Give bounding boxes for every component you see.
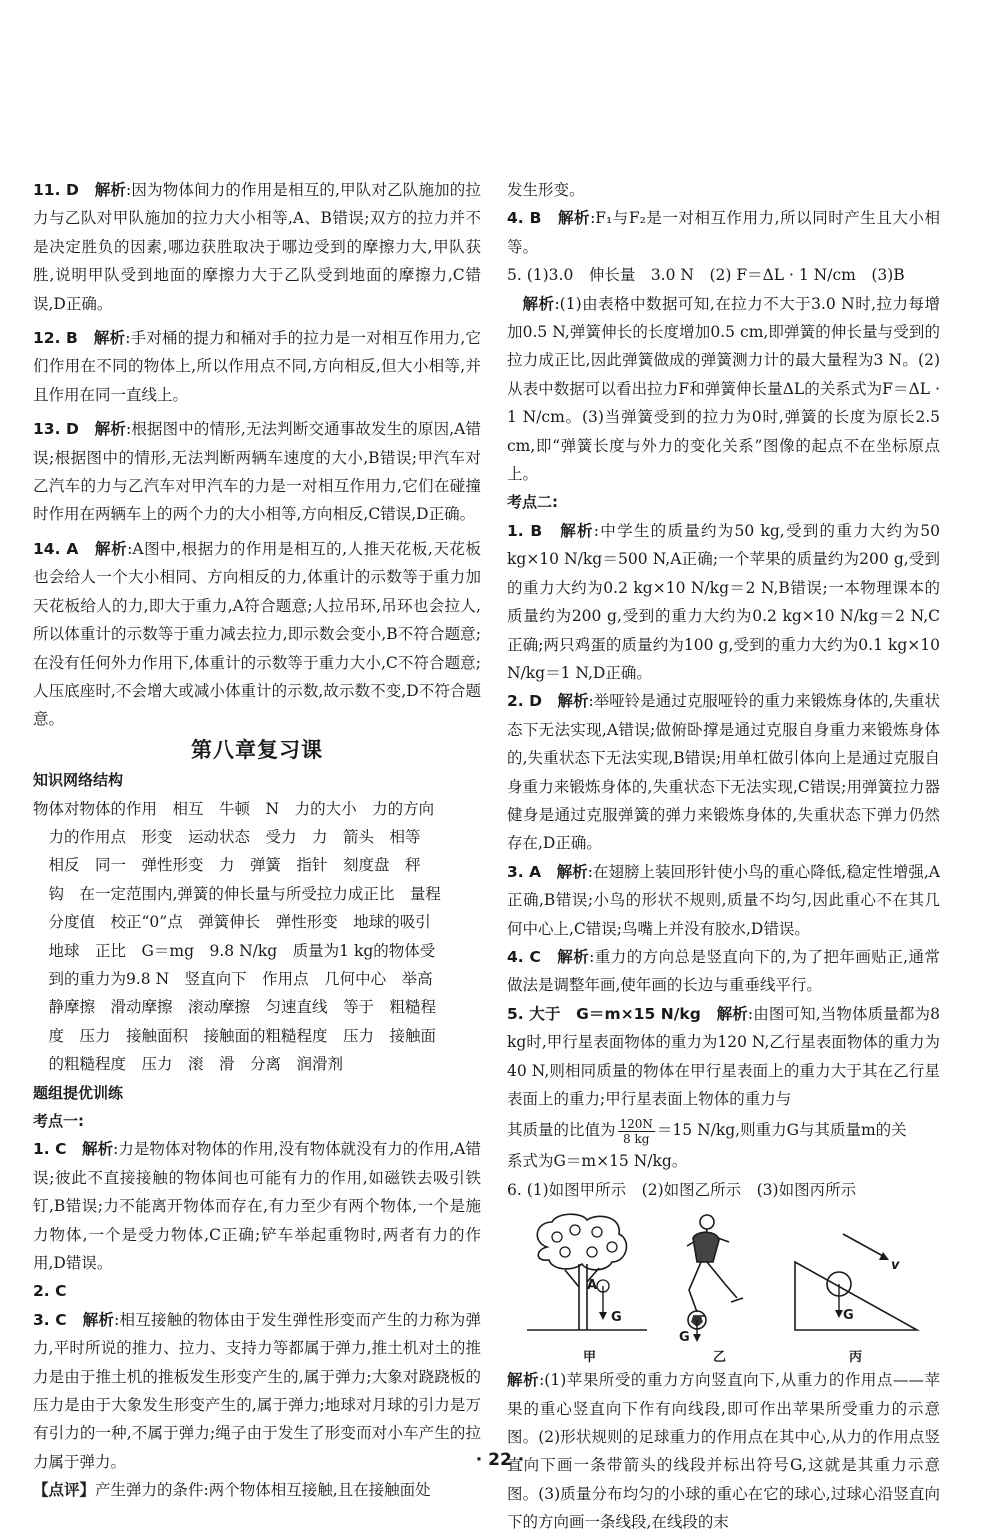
ball-incline-drawing [787, 1212, 927, 1342]
question-5-explanation: 解析:(1)由表格中数据可知,在拉力不大于3.0 N时,拉力每增加0.5 N,弹簧伸长的长度增加0.5 cm,即弹簧的伸长量与受到的拉力成正比,因此弹簧做成的弹簧测力计的最大量程为3 N。(2)从表中数据可以看出拉力F和弹簧伸长量ΔL的关系式为F＝ΔL · 1 N/cm。(3)当弹簧受到的拉力为0时,弹簧的长度为原长2.5 cm,即“弹簧长度与外力的变化关系”图像的起点不在坐标原点上。 [507, 294, 940, 484]
label-gravity: G [679, 1330, 690, 1346]
keyword-list [33, 795, 481, 1079]
kd2-question-1: 1. B 解析:中学生的质量约为50 kg,受到的重力大约为50 kg×10 N/kg＝500 N,A正确;一个苹果的质量约为200 g,受到的重力大约为0.2 kg×10 N/kg＝2 N,B错误;一本物理课本的质量约为200 g,受到的重力大约为0.2 kg×10 N/kg＝2 N,C正确;两只鸡蛋的质量约为100 g,受到的重力大约为0.1 kg×10 N/kg＝1 N,D正确。 [507, 521, 940, 682]
question-5-answer: 5. (1)3.0 伸长量 3.0 N (2) F＝ΔL · 1 N/cm (3)B [507, 266, 905, 285]
keyword-line: 静摩擦 滑动摩擦 滚动摩擦 匀速直线 等于 粗糙程 [33, 998, 437, 1017]
question-14: 14. A 解析:A图中,根据力的作用是相互的,人推天花板,天花板也会给人一个大小相同、方向相反的力,体重计的示数等于重力加天花板给人的力,即大于重力,A符合题意;人拉吊环,吊环也会拉人,所以体重计的示数等于重力减去拉力,即示数会变小,B不符合题意;在没有任何外力作用下,体重计的示数等于重力大小,C不符合题意;人压底座时,不会增大或减小体重计的示数,故示数不变,D不符合题意。 [33, 539, 481, 729]
figure-ball-incline [787, 1212, 927, 1366]
exam-point-2: 考点二: [507, 493, 558, 512]
figure-caption: 乙 [713, 1350, 727, 1366]
kd2-question-6: 6. (1)如图甲所示 (2)如图乙所示 (3)如图丙所示 [507, 1180, 857, 1199]
question-6-explanation: 解析:(1)苹果所受的重力方向竖直向下,从重力的作用点——苹果的重心竖直向下作有向线段,即可作出苹果所受重力的示意图。(2)形状规则的足球重力的作用点在其中心,从力的作用点竖直向下画一条带箭头的线段并标出符号G,这就是其重力示意图。(3)质量分布均匀的小球的重心在它的球心,过球心沿竖直向下的方向画一条线段,在线段的末 [507, 1371, 940, 1532]
football-player-drawing [667, 1212, 767, 1342]
keyword-line: 分度值 校正“0”点 弹簧伸长 弹性形变 地球的吸引 [33, 913, 431, 932]
keyword-line: 到的重力为9.8 N 竖直向下 作用点 几何中心 举高 [33, 969, 433, 988]
keyword-line: 度 压力 接触面积 接触面的粗糙程度 压力 接触面 [33, 1026, 437, 1045]
kd2-question-2: 2. D 解析:举哑铃是通过克服哑铃的重力来锻炼身体的,失重状态下无法实现,A错误;做俯卧撑是通过克服自身重力来锻炼身体的,失重状态下无法实现,B错误;用单杠做引体向上是通过克服自身重力来锻炼身体的,失重状态下无法实现,C错误;用弹簧拉力器健身是通过克服弹簧的弹力来锻炼身体的,失重状态下弹力仍然存在,D正确。 [507, 692, 940, 853]
keyword-line: 力的作用点 形变 运动状态 受力 力 箭头 相等 [33, 827, 421, 846]
kd2-question-5-end: 系式为G＝m×15 N/kg。 [507, 1152, 688, 1171]
kd2-question-5: 5. 大于 G＝m×15 N/kg 解析:由图可知,当物体质量都为8 kg时,甲行星表面物体的重力为120 N,乙行星表面物体的重力为40 N,则相同质量的物体在甲行星表面上的重力大于其在乙行星表面上的重力;甲行星表面上物体的重力与 [507, 1004, 940, 1108]
keyword-line: 钩 在一定范围内,弹簧的伸长量与所受拉力成正比 量程 [33, 884, 441, 903]
keyword-line: 地球 正比 G＝mg 9.8 N/kg 质量为1 kg的物体受 [33, 941, 436, 960]
ratio-fraction: $\frac{120N}{8 kg}$ [619, 1116, 653, 1146]
section-heading-training: 题组提优训练 [33, 1083, 124, 1102]
label-gravity: G [611, 1310, 622, 1326]
question-11: 11. D 解析:因为物体间力的作用是相互的,甲队对乙队施加的拉力与乙队对甲队施加的拉力大小相等,A、B错误;双方的拉力并不是决定胜负的因素,哪边获胜取决于哪边受到的摩擦力大,甲队获胜,说明甲队受到地面的摩擦力大于乙队受到地面的摩擦力,C错误,D正确。 [33, 181, 481, 313]
label-point-a: A [587, 1278, 598, 1294]
figure-football-player [667, 1212, 767, 1366]
figure-caption: 甲 [583, 1350, 597, 1366]
left-column [33, 176, 481, 1505]
chapter-title: 第八章复习课 [191, 737, 323, 762]
keyword-line: 的粗糙程度 压力 滚 滑 分离 润滑剂 [33, 1055, 344, 1074]
figure-caption: 丙 [849, 1350, 863, 1366]
question-12: 12. B 解析:手对桶的提力和桶对手的拉力是一对相互作用力,它们作用在不同的物体上,所以作用点不同,方向相反,但大小相等,并且作用在同一直线上。 [33, 329, 481, 404]
question-4: 4. B 解析:F₁与F₂是一对相互作用力,所以同时产生且大小相等。 [507, 209, 940, 256]
kd1-question-2: 2. C [33, 1282, 67, 1301]
label-gravity: G [843, 1308, 854, 1324]
figures-row [507, 1212, 940, 1366]
continued-text: 发生形变。 [507, 181, 585, 199]
keyword-line: 物体对物体的作用 相互 牛顿 N 力的大小 力的方向 [33, 799, 435, 818]
question-13: 13. D 解析:根据图中的情形,无法判断交通事故发生的原因,A错误;根据图中的情形,无法判断两辆车速度的大小,B错误;甲汽车对乙汽车的力与乙汽车对甲汽车的力是一对相互作用力,它们在碰撞时作用在两辆车上的两个力的大小相等,方向相反,C错误,D正确。 [33, 420, 481, 524]
kd2-question-4: 4. C 解析:重力的方向总是竖直向下的,为了把年画贴正,通常做法是调整年画,使年画的长边与重垂线平行。 [507, 947, 940, 995]
kd1-question-3: 3. C 解析:相互接触的物体由于发生弹性形变而产生的力称为弹力,平时所说的推力、拉力、支持力等都属于弹力,推土机对土的推力是由于推土机的推板发生形变产生的,属于弹力;大象对跷跷板的压力是由于大象发生形变产生的,属于弹力;地球对月球的引力是万有引力的一种,不属于弹力;绳子由于发生了形变而对小车产生的拉力属于弹力。 [33, 1310, 481, 1471]
keyword-line: 相反 同一 弹性形变 力 弹簧 指针 刻度盘 秤 [33, 856, 421, 875]
section-heading-knowledge: 知识网络结构 [33, 771, 124, 790]
label-velocity: v [891, 1258, 900, 1274]
right-column [507, 176, 940, 1537]
kd1-question-1: 1. C 解析:力是物体对物体的作用,没有物体就没有力的作用,A错误;彼此不直接接触的物体间也可能有力的作用,如磁铁去吸引铁钉,B错误;力不能离开物体而存在,有力至少有两个物体,一个是施力物体,一个是受力物体,C正确;铲车举起重物时,两者有力的作用,D错误。 [33, 1140, 481, 1273]
exam-point-1: 考点一: [33, 1112, 84, 1130]
page-number: · 22 · [475, 1450, 525, 1470]
kd2-question-5-fraction-line: 其质量的比值为 $\frac{120N}{8 kg}$ ＝15 N/kg,则重力G与其质量m的关 [507, 1116, 907, 1146]
figure-apple-tree [527, 1212, 647, 1366]
kd2-question-3: 3. A 解析:在翅膀上装回形针使小鸟的重心降低,稳定性增强,A正确,B错误;小鸟的形状不规则,质量不均匀,因此重心不在其几何中心上,C错误;鸟嘴上并没有胶水,D错误。 [507, 862, 940, 938]
review-note: 【点评】产生弹力的条件:两个物体相互接触,且在接触面处 [33, 1481, 431, 1500]
